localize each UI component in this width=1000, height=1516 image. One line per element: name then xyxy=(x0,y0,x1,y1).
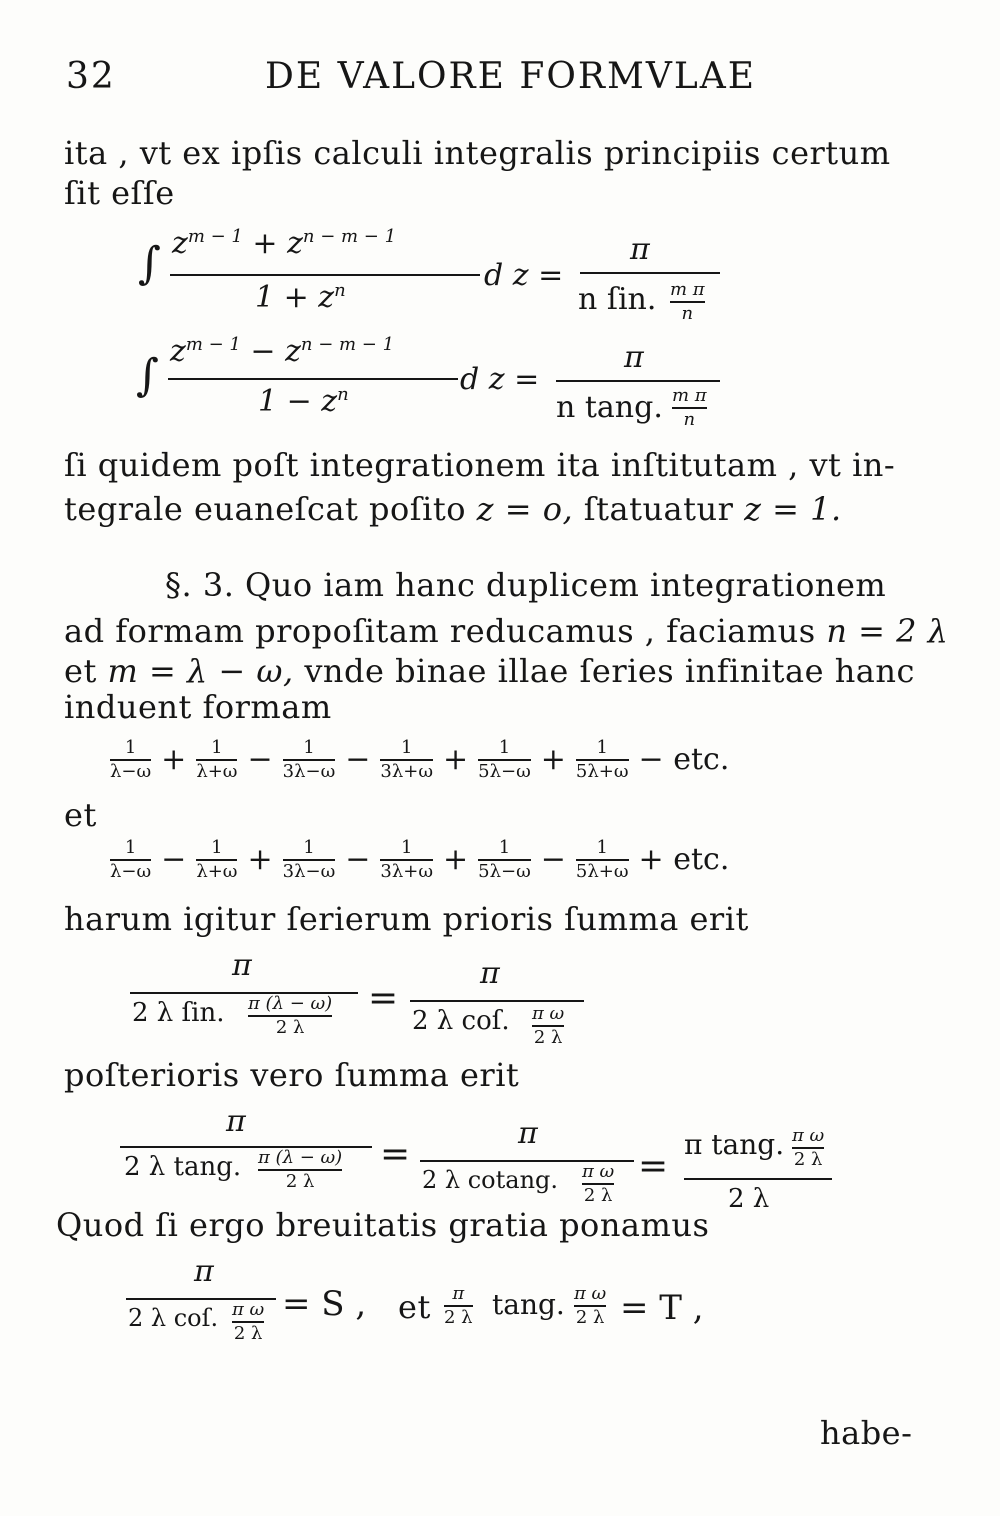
s2-den-1: λ+ω xyxy=(196,860,238,882)
text-line-4-b: z = o, xyxy=(476,490,574,528)
text-line-6-a: ad formam propoſitam reducamus , faciamus xyxy=(64,612,816,650)
text-line-7-b: m = λ − ω, xyxy=(107,652,294,690)
s1-term-5 xyxy=(576,738,629,782)
s1-num-2: 1 xyxy=(303,737,315,758)
def-f-den: 2 λ xyxy=(444,1306,473,1328)
text-line-4-d: z = 1. xyxy=(744,490,842,528)
s2-den-4: 5λ−ω xyxy=(478,860,531,882)
f1-exp-a: m − 1 xyxy=(187,226,243,247)
sum2-mden: 2 λ cotang. xyxy=(422,1166,559,1194)
sum2-msmall-num: π ω xyxy=(582,1161,615,1182)
s1-num-4: 1 xyxy=(498,737,511,758)
f1-small-fraction xyxy=(670,280,705,324)
sum1-lsmall-den: 2 λ xyxy=(275,1016,305,1038)
sum2-lsmall-num: π (λ − ω) xyxy=(258,1147,343,1168)
def-tang: tang. xyxy=(492,1288,565,1321)
f1-small-num: m π xyxy=(670,279,705,300)
s2-num-3: 1 xyxy=(400,837,413,858)
text-line-1: ita , vt ex ipſis calculi integralis principiis certum xyxy=(64,134,891,172)
sum2-eq2: = xyxy=(638,1146,669,1187)
text-line-2: ſit eſſe xyxy=(64,174,175,212)
s1-num-1: 1 xyxy=(211,737,223,758)
s2-num-0: 1 xyxy=(124,837,137,858)
def-S: = S , xyxy=(282,1284,367,1324)
s1-term-4 xyxy=(478,738,531,782)
s2-den-3: 3λ+ω xyxy=(380,860,434,882)
def-den: 2 λ coſ. xyxy=(128,1304,219,1332)
f1-exp-b: n − m − 1 xyxy=(302,226,397,247)
sum1-rden: 2 λ coſ. xyxy=(412,1006,510,1036)
def-small xyxy=(232,1300,264,1344)
f2-fraction-bar xyxy=(168,378,458,380)
sum2-rsmall-den: 2 λ xyxy=(793,1148,823,1170)
f1-numerator xyxy=(172,226,396,261)
text-line-8: induent formam xyxy=(64,688,332,726)
s2-op-4: + xyxy=(443,842,469,878)
s2-den-2: 3λ−ω xyxy=(282,860,336,882)
s2-term-4 xyxy=(478,838,531,882)
s1-num-3: 1 xyxy=(400,737,413,758)
f1-fraction-bar xyxy=(170,274,480,276)
s2-op-5: − xyxy=(540,842,566,878)
def-T: = T , xyxy=(620,1288,704,1328)
text-line-7 xyxy=(64,652,915,690)
def-t-den: 2 λ xyxy=(575,1306,605,1328)
running-title: DE VALORE FORMVLAE xyxy=(265,56,757,97)
def-t-num: π ω xyxy=(574,1283,607,1304)
sum1-rnum: π xyxy=(480,956,500,991)
f1-rhs-den: n ſin. xyxy=(578,282,657,317)
sum1-lnum: π xyxy=(232,948,252,983)
text-line-4 xyxy=(64,490,842,528)
s1-term-1 xyxy=(196,738,237,782)
f1-rhs-bar xyxy=(580,272,720,274)
f2-rhs-bar xyxy=(556,380,720,382)
text-line-6 xyxy=(64,612,948,650)
s2-num-2: 1 xyxy=(303,837,315,858)
text-line-10: poſterioris vero ſumma erit xyxy=(64,1056,520,1094)
def-num: π xyxy=(194,1254,214,1289)
sum2-rsmall xyxy=(792,1126,824,1170)
f1-den-exp: n xyxy=(334,280,346,301)
sum1-rsmall-den: 2 λ xyxy=(533,1026,563,1048)
sum2-lsmall-den: 2 λ xyxy=(285,1170,315,1192)
f2-dz: d z = xyxy=(460,362,540,397)
f2-small-den: n xyxy=(683,408,696,430)
text-line-9: harum igitur ſerierum prioris ſumma erit xyxy=(64,900,749,938)
section-3-heading: §. 3. Quo iam hanc duplicem integrationem xyxy=(165,566,887,604)
sum2-eq1: = xyxy=(380,1134,411,1175)
sum1-lsmall-num: π (λ − ω) xyxy=(248,993,333,1014)
f1-small-den: n xyxy=(681,302,694,324)
s2-term-2 xyxy=(283,838,336,882)
f2-exp-b: n − m − 1 xyxy=(300,334,395,355)
text-line-4-a: tegrale euaneſcat poſito xyxy=(64,490,466,528)
def-et: et xyxy=(398,1288,431,1326)
f1-num-a: z xyxy=(172,226,188,261)
f1-denominator xyxy=(255,280,346,315)
s2-term-3 xyxy=(380,838,433,882)
s1-num-0: 1 xyxy=(124,737,137,758)
s2-op-2: + xyxy=(247,842,273,878)
integral-sign: ∫ xyxy=(138,238,161,289)
def-f xyxy=(444,1284,473,1328)
sum2-rsmall-num: π ω xyxy=(792,1125,825,1146)
s1-den-3: 3λ+ω xyxy=(380,760,434,782)
f2-small-num: m π xyxy=(672,385,707,406)
series-2 xyxy=(100,838,729,882)
f2-minus: − z xyxy=(250,334,301,369)
s2-term-0 xyxy=(110,838,151,882)
text-et: et xyxy=(64,796,97,834)
integral-sign-2: ∫ xyxy=(136,350,159,401)
sum2-lden: 2 λ tang. xyxy=(124,1152,242,1182)
s1-den-2: 3λ−ω xyxy=(282,760,336,782)
f1-dz: d z = xyxy=(484,258,564,293)
text-line-6-b: n = 2 λ xyxy=(826,612,949,650)
f1-rhs-num: π xyxy=(630,232,650,267)
sum2-msmall-den: 2 λ xyxy=(583,1184,613,1206)
s2-tail: + etc. xyxy=(638,842,730,878)
text-line-3: ſi quidem poſt integrationem ita inſtitutam , vt in- xyxy=(64,446,896,484)
s2-den-5: 5λ+ω xyxy=(575,860,629,882)
s1-tail: − etc. xyxy=(638,742,730,778)
sum2-rden: 2 λ xyxy=(728,1184,770,1214)
sum2-lsmall xyxy=(258,1148,342,1192)
sum2-msmall xyxy=(582,1162,614,1206)
sum2-rnum: π tang. xyxy=(684,1128,785,1161)
s1-den-5: 5λ+ω xyxy=(575,760,629,782)
s2-term-5 xyxy=(576,838,629,882)
f2-rhs-den: n tang. xyxy=(556,390,663,425)
s2-op-3: − xyxy=(345,842,371,878)
s1-den-0: λ−ω xyxy=(110,760,152,782)
s2-term-1 xyxy=(196,838,237,882)
s1-op-1: + xyxy=(161,742,187,778)
s2-num-1: 1 xyxy=(211,837,223,858)
f2-small-fraction xyxy=(672,386,707,430)
f2-numerator xyxy=(170,334,394,369)
text-line-7-a: et xyxy=(64,652,97,690)
sum1-eq: = xyxy=(368,978,399,1019)
sum2-lnum: π xyxy=(226,1104,246,1139)
sum2-rbar xyxy=(684,1178,832,1180)
f1-plus: + z xyxy=(252,226,303,261)
f2-rhs-num: π xyxy=(624,340,644,375)
s1-term-0 xyxy=(110,738,151,782)
page-number: 32 xyxy=(66,56,116,97)
s1-term-2 xyxy=(283,738,336,782)
text-line-11: Quod ſi ergo breuitatis gratia ponamus xyxy=(56,1206,710,1244)
def-f-num: π xyxy=(452,1283,465,1304)
s1-term-3 xyxy=(380,738,433,782)
sum1-rsmall xyxy=(532,1004,564,1048)
s1-op-2: − xyxy=(247,742,273,778)
catchword: habe- xyxy=(820,1414,913,1452)
s1-op-4: + xyxy=(443,742,469,778)
f2-exp-a: m − 1 xyxy=(185,334,241,355)
s1-den-1: λ+ω xyxy=(196,760,238,782)
series-1 xyxy=(100,738,729,782)
s1-den-4: 5λ−ω xyxy=(478,760,531,782)
f1-den: 1 + z xyxy=(255,280,335,315)
def-small-num: π ω xyxy=(232,1299,265,1320)
text-line-7-c: vnde binae illae ſeries infinitae hanc xyxy=(304,652,915,690)
sum1-rbar xyxy=(410,1000,584,1002)
s2-num-4: 1 xyxy=(498,837,511,858)
s1-num-5: 1 xyxy=(596,737,608,758)
sum1-lden: 2 λ ſin. xyxy=(132,998,225,1028)
sum1-lsmall xyxy=(248,994,332,1038)
s2-den-0: λ−ω xyxy=(110,860,152,882)
s2-op-1: − xyxy=(161,842,187,878)
def-t xyxy=(574,1284,606,1328)
def-small-den: 2 λ xyxy=(233,1322,263,1344)
f2-den-exp: n xyxy=(337,384,349,405)
text-line-4-c: ſtatuatur xyxy=(583,490,734,528)
f2-den: 1 − z xyxy=(258,384,338,419)
sum2-mnum: π xyxy=(518,1116,538,1151)
sum1-rsmall-num: π ω xyxy=(532,1003,565,1024)
f2-num-a: z xyxy=(170,334,186,369)
s2-num-5: 1 xyxy=(596,837,608,858)
s1-op-3: − xyxy=(345,742,371,778)
f2-denominator xyxy=(258,384,349,419)
s1-op-5: + xyxy=(540,742,566,778)
